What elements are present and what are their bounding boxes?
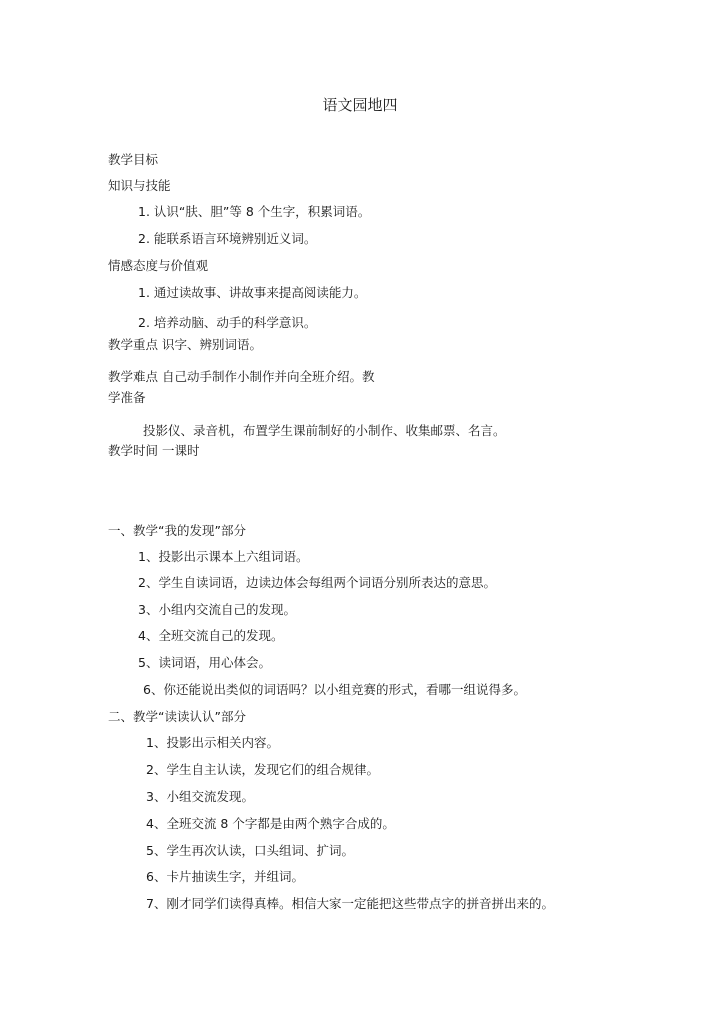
section-2-item: 2、学生自主认读，发现它们的组合规律。 xyxy=(146,762,379,777)
section-2-heading: 二、教学“读读认认”部分 xyxy=(108,709,246,724)
key-point: 教学重点 识字、辨别词语。 xyxy=(108,337,262,352)
section-2-item: 1、投影出示相关内容。 xyxy=(146,735,279,750)
knowledge-item-2: 2. 能联系语言环境辨别近义词。 xyxy=(138,231,317,246)
section-1-item: 5、读词语，用心体会。 xyxy=(138,655,271,670)
section-1-item: 4、全班交流自己的发现。 xyxy=(138,628,284,643)
section-1-item: 2、学生自读词语，边读边体会每组两个词语分别所表达的意思。 xyxy=(138,575,496,590)
difficulty-line-1: 教学难点 自己动手制作小制作并向全班介绍。教 xyxy=(108,369,375,384)
preparation: 投影仪、录音机，布置学生课前制好的小制作、收集邮票、名言。 xyxy=(143,423,506,438)
emotion-item-2: 2. 培养动脑、动手的科学意识。 xyxy=(138,315,317,330)
difficulty-line-2: 学准备 xyxy=(108,390,146,405)
section-2-item: 6、卡片抽读生字，并组词。 xyxy=(146,869,304,884)
section-2-item: 3、小组交流发现。 xyxy=(146,789,254,804)
section-2-item: 5、学生再次认读，口头组词、扩词。 xyxy=(146,843,354,858)
section-1-item: 1、投影出示课本上六组词语。 xyxy=(138,549,309,564)
section-1-item: 3、小组内交流自己的发现。 xyxy=(138,602,296,617)
section-2-item: 4、全班交流 8 个字都是由两个熟字合成的。 xyxy=(146,816,395,831)
emotion-item-1: 1. 通过读故事、讲故事来提高阅读能力。 xyxy=(138,285,367,300)
knowledge-heading: 知识与技能 xyxy=(108,178,171,193)
document-title: 语文园地四 xyxy=(322,96,398,114)
section-1-item: 6、你还能说出类似的词语吗？以小组竞赛的形式，看哪一组说得多。 xyxy=(143,682,526,697)
emotion-heading: 情感态度与价值观 xyxy=(108,258,209,273)
teaching-time: 教学时间 一课时 xyxy=(108,443,200,458)
section-2-item: 7、刚才同学们读得真棒。相信大家一定能把这些带点字的拼音拼出来的。 xyxy=(146,896,554,911)
knowledge-item-1: 1. 认识“肤、胆”等 8 个生字，积累词语。 xyxy=(138,204,371,219)
goals-heading: 教学目标 xyxy=(108,152,159,167)
section-1-heading: 一、教学“我的发现”部分 xyxy=(108,523,246,538)
